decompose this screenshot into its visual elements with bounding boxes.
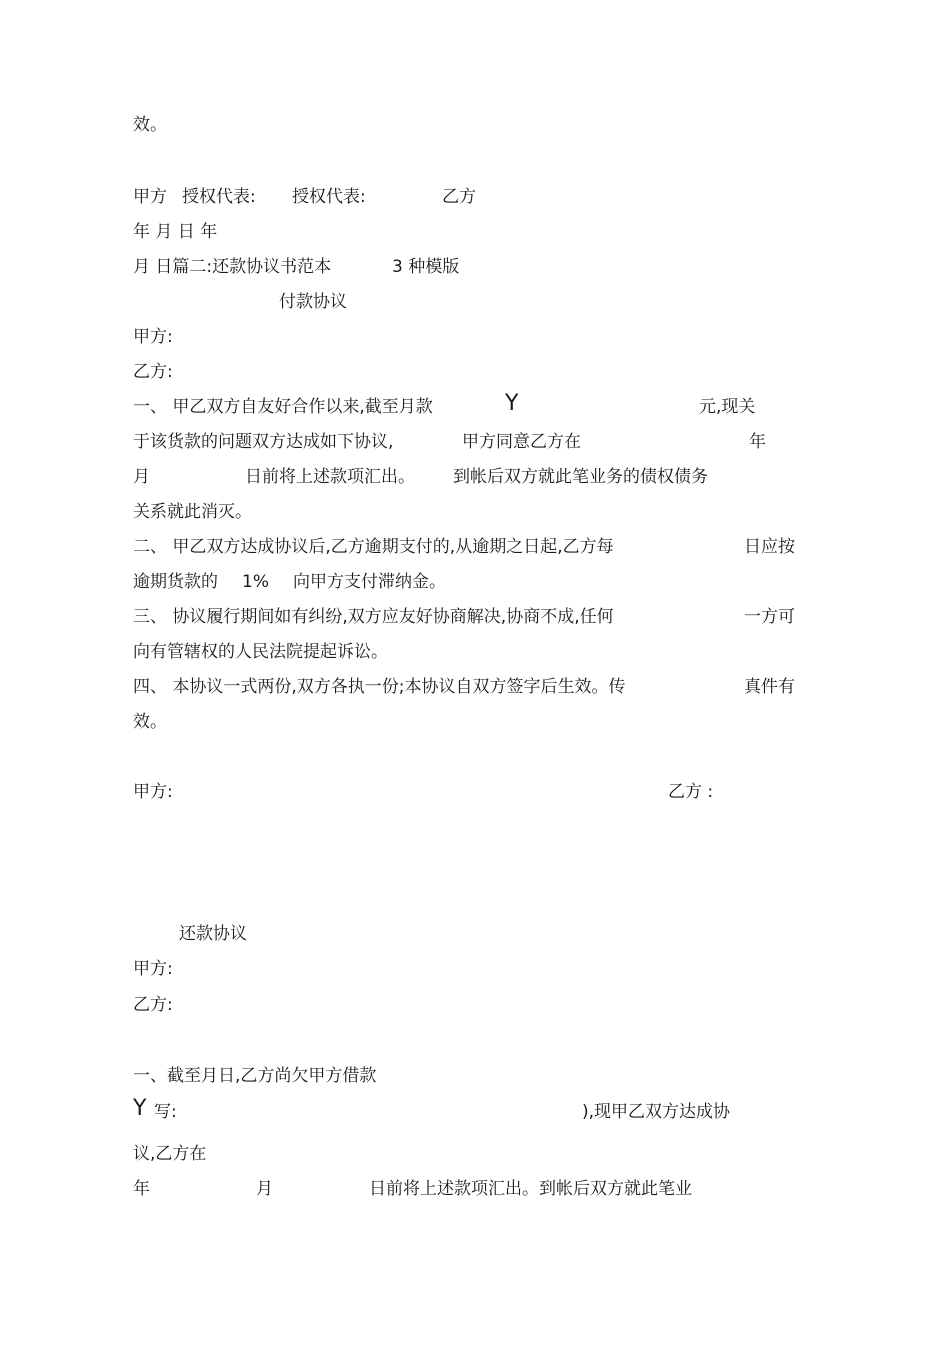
date-line-1: 年 月 日 年 bbox=[133, 222, 218, 242]
payment-clause-1-l3a: 月 bbox=[133, 467, 150, 487]
payment-clause-2-l2a: 逾期货款的 bbox=[133, 572, 218, 592]
payment-clause-1-l2b: 甲方同意乙方在 bbox=[462, 432, 581, 452]
payment-clause-1-end: 元,现关 bbox=[699, 397, 756, 417]
repay-clause-1-l4a: 年 bbox=[133, 1179, 150, 1199]
prev-page-tail: 效。 bbox=[133, 115, 167, 135]
payment-clause-2-l2c: 向甲方支付滞纳金。 bbox=[293, 572, 446, 592]
template-count: 3 种模版 bbox=[392, 257, 460, 277]
yen-symbol: Y bbox=[505, 391, 519, 416]
payment-clause-1-l4: 关系就此消灭。 bbox=[133, 502, 252, 522]
repay-yen-symbol: Y bbox=[133, 1096, 147, 1121]
repay-clause-1-l1: 一、截至月日,乙方尚欠甲方借款 bbox=[133, 1066, 377, 1086]
payment-clause-3-l1b: 一方可 bbox=[744, 607, 795, 627]
payment-clause-3-l2: 向有管辖权的人民法院提起诉讼。 bbox=[133, 642, 388, 662]
payment-title: 付款协议 bbox=[279, 292, 347, 312]
payment-clause-4-l2: 效。 bbox=[133, 712, 167, 732]
repay-clause-1-l4b: 月 bbox=[256, 1179, 273, 1199]
sig1-rep-a: 授权代表: bbox=[182, 187, 256, 207]
payment-clause-2-l1b: 日应按 bbox=[744, 537, 795, 557]
payment-sign-a: 甲方: bbox=[133, 782, 173, 802]
payment-clause-1-l3c: 到帐后双方就此笔业务的债权债务 bbox=[453, 467, 708, 487]
payment-clause-2-l1a: 二、 甲乙双方达成协议后,乙方逾期支付的,从逾期之日起,乙方每 bbox=[133, 537, 614, 557]
date-line-2: 月 日篇二:还款协议书范本 bbox=[133, 257, 332, 277]
late-fee-rate: 1% bbox=[242, 572, 269, 592]
payment-clause-3-l1a: 三、 协议履行期间如有纠纷,双方应友好协商解决,协商不成,任何 bbox=[133, 607, 614, 627]
payment-clause-4-l1b: 真件有 bbox=[744, 677, 795, 697]
repay-clause-1-l3: 议,乙方在 bbox=[133, 1144, 207, 1164]
sig1-party-a: 甲方 bbox=[133, 187, 167, 207]
sig1-party-b: 乙方 bbox=[442, 187, 476, 207]
payment-sign-b: 乙方 : bbox=[668, 782, 714, 802]
payment-clause-1-l3b: 日前将上述款项汇出。 bbox=[245, 467, 415, 487]
payment-clause-1-l2c: 年 bbox=[749, 432, 766, 452]
sig1-rep-b: 授权代表: bbox=[292, 187, 366, 207]
payment-clause-1: 一、 甲乙双方自友好合作以来,截至月款 bbox=[133, 397, 433, 417]
repay-title: 还款协议 bbox=[179, 924, 247, 944]
payment-party-b: 乙方: bbox=[133, 362, 173, 382]
payment-clause-1-l2a: 于该货款的问题双方达成如下协议, bbox=[133, 432, 394, 452]
repay-clause-1-l2a: 写: bbox=[154, 1102, 177, 1122]
repay-party-a: 甲方: bbox=[133, 959, 173, 979]
payment-party-a: 甲方: bbox=[133, 327, 173, 347]
repay-party-b: 乙方: bbox=[133, 995, 173, 1015]
repay-clause-1-l4c: 日前将上述款项汇出。到帐后双方就此笔业 bbox=[369, 1179, 692, 1199]
repay-clause-1-l2b: ),现甲乙双方达成协 bbox=[582, 1102, 731, 1122]
payment-clause-4-l1a: 四、 本协议一式两份,双方各执一份;本协议自双方签字后生效。传 bbox=[133, 677, 626, 697]
